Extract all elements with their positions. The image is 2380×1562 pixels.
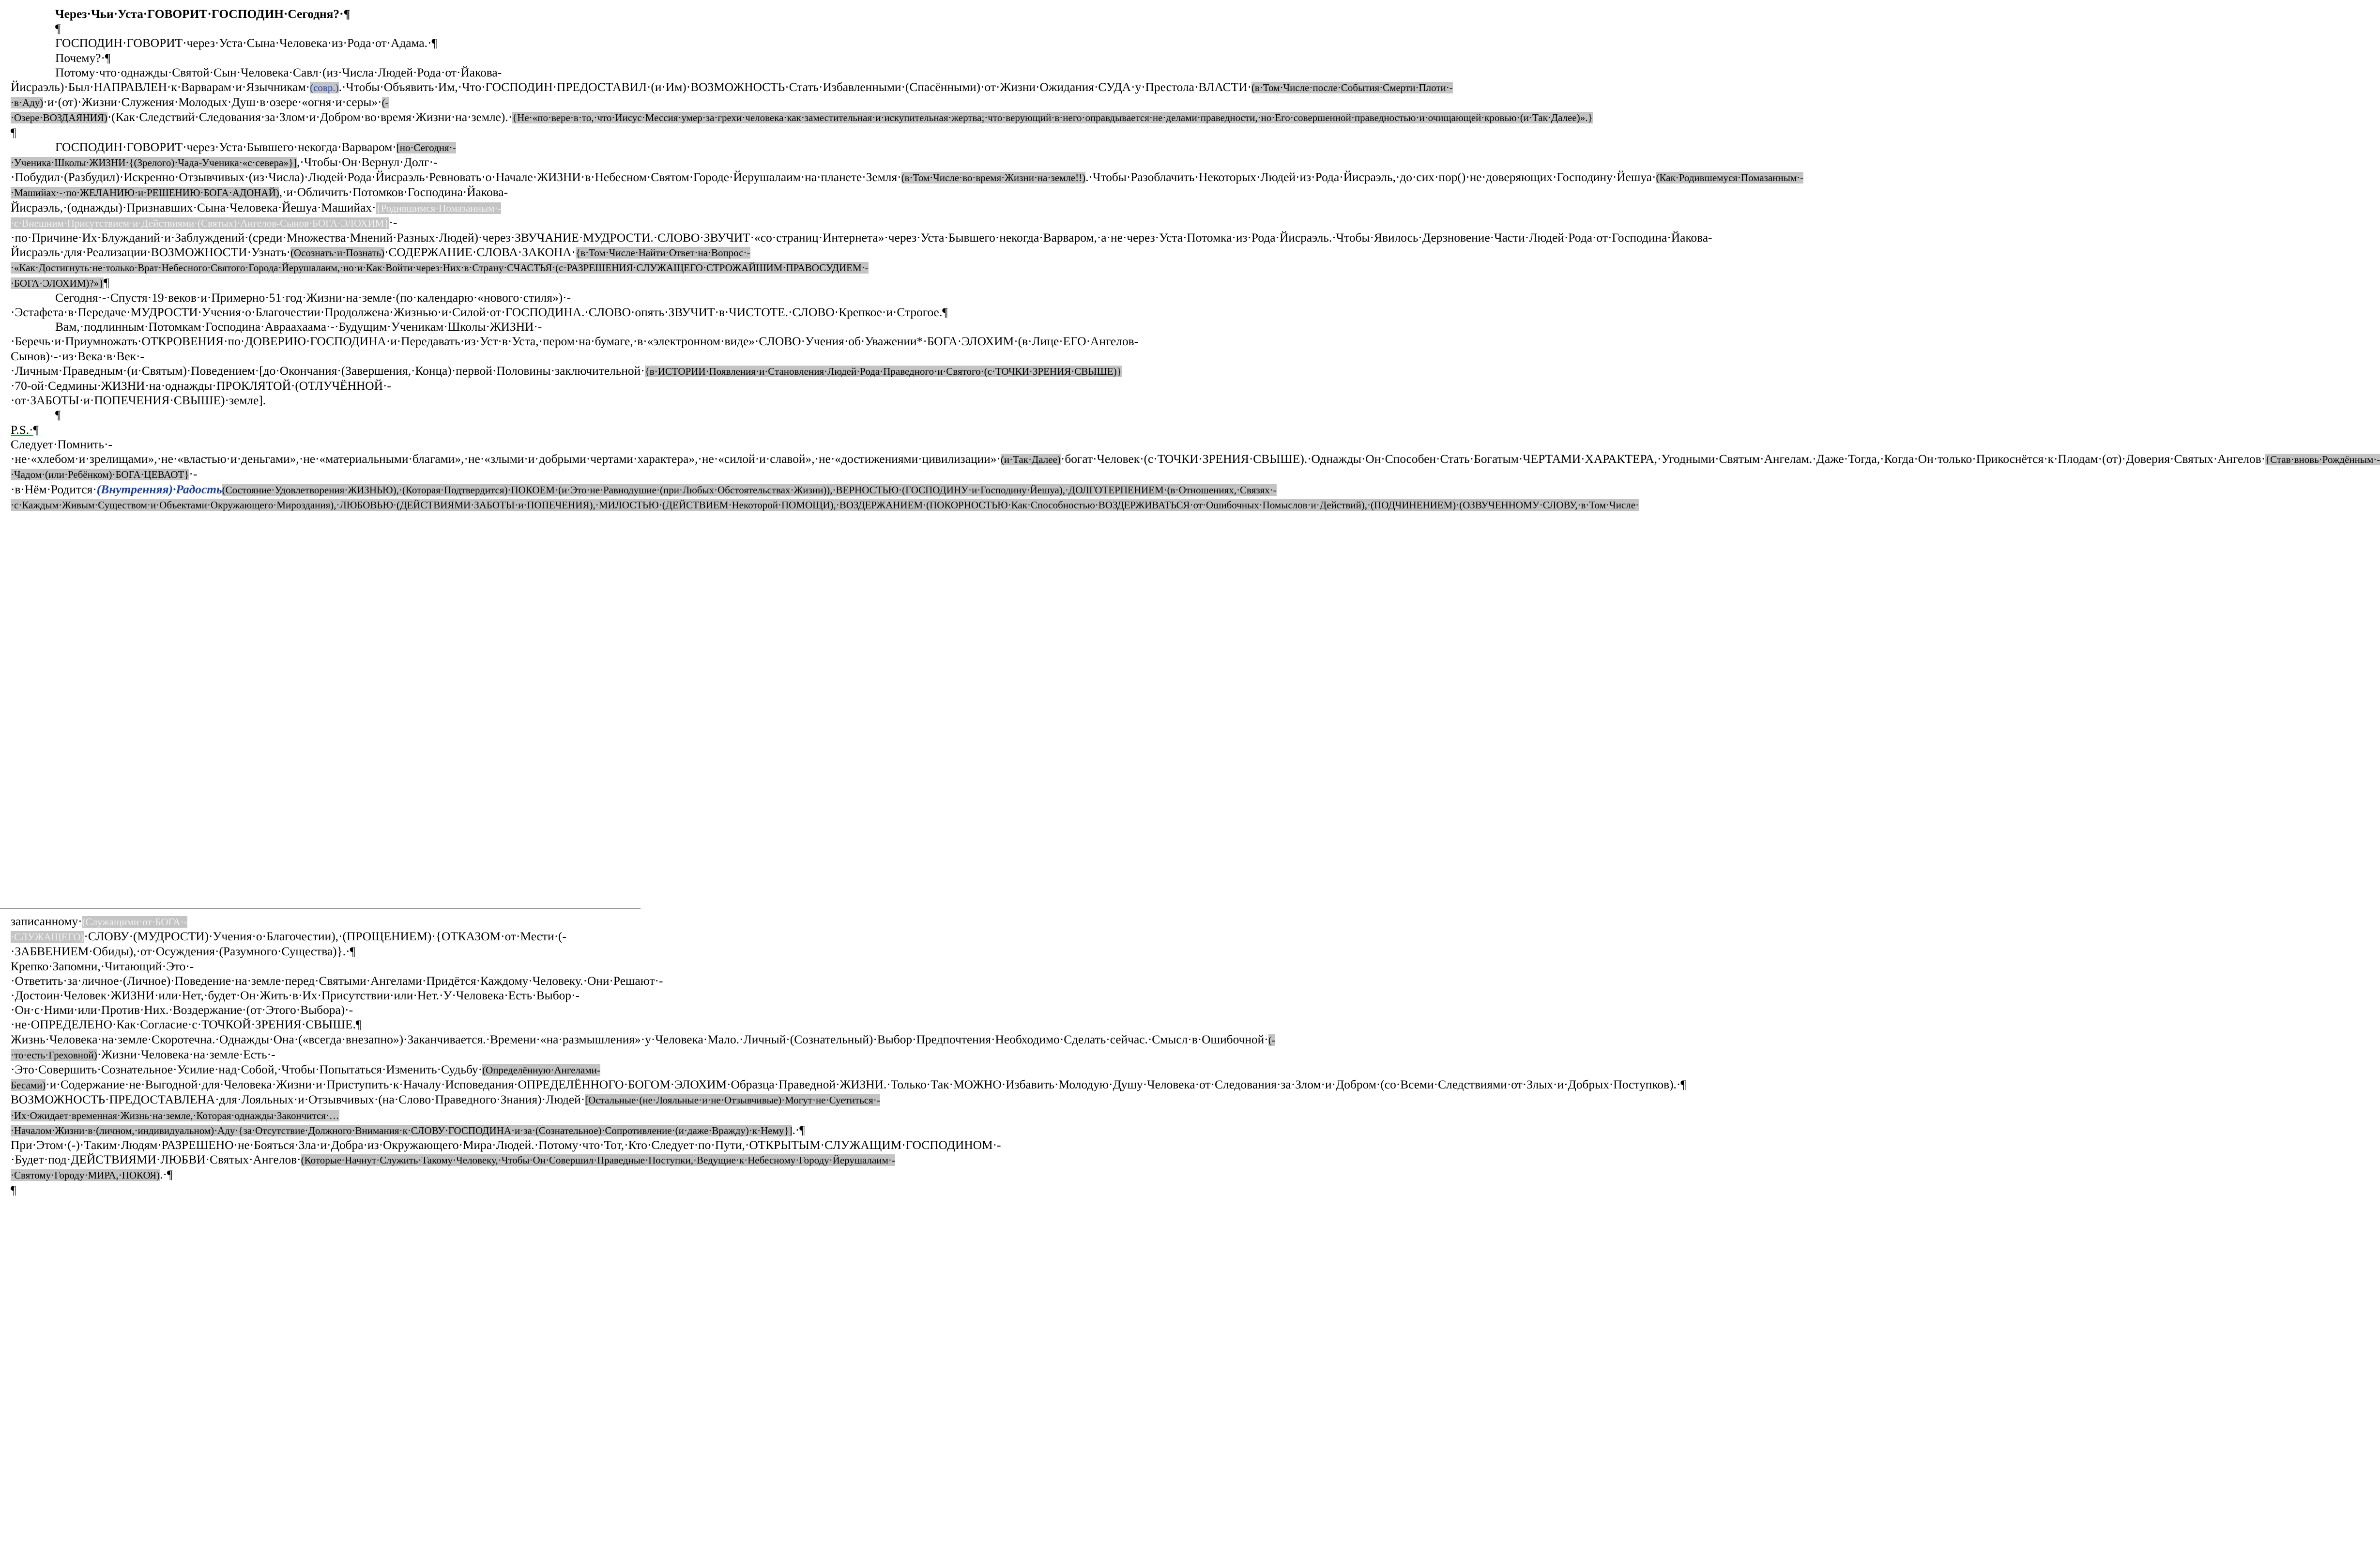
- highlight: {Родившимся·Помазанным·-·с·Внешним·Присутствием·и·Действиями·(Святых)·Ангелов-Сынов·БОГА·ЭЛОХИМ}: [11, 202, 502, 229]
- paragraph-4: Вам,·подлинным·Потомкам·Господина·Авраахаама·-·Будущим·Ученикам·Школы·ЖИЗНИ·-·Беречь·и·Приумножать·ОТКРОВЕНИЯ·по·ДОВЕРИЮ·ГОСПОДИНА·и·Передавать·из·Уст·в·Уста,·пером·на·бумаге,·в·«электронном·виде»·СЛОВО·Учения·об·Уважении*·БОГА·ЭЛОХИМ·(в·Лице·ЕГО·Ангелов-Сынов)·-·из·Века·в·Век·-·Личным·Праведным·(и·Святым)·Поведением·[до·Окончания·(Завершения,·Конца)·первой·Половины·заключительной·{в·ИСТОРИИ·Появления·и·Становления·Людей·Рода·Праведного·и·Святого·(с·ТОЧКИ·ЗРЕНИЯ·СВЫШЕ)}·70-ой·Седмины·ЖИЗНИ·на·однажды·ПРОКЛЯТОЙ·(ОТЛУЧЁННОЙ·-·от·ЗАБОТЫ·и·ПОПЕЧЕНИЯ·СВЫШЕ)·земле].: [11, 320, 1139, 408]
- highlight: (в·Том·Числе·после·События·Смерти·Плоти·-·в·Аду): [11, 82, 1453, 109]
- highlight: (Состояние·Удовлетворения·ЖИЗНЬЮ),·(Которая·Подтвердится)·ПОКОЕМ·(и·Это·не·Равнодушие·(при·Любых·Обстоятельствах·Жизни)),·ВЕРНОСТЬЮ·(ГОСПОДИНУ·и·Господину·Йешуа),·ДОЛГОТЕРПЕНИЕМ·(в·Отношениях,·Связях·-·с·Каждым·Живым·Существом·и·Объектами·Окружающего·Мироздания),·ЛЮБОВЬЮ·(ДЕЙСТВИЯМИ·ЗАБОТЫ·и·ПОПЕЧЕНИЯ),·МИЛОСТЬЮ·(ДЕЙСТВИЕМ·Некоторой·ПОМОЩИ),·ВОЗДЕРЖАНИЕМ·(ПОКОРНОСТЬЮ·Как·Способностью·ВОЗДЕРЖИВАТЬСЯ·от·Ошибочных·Помыслов·и·Действий),·(ПОДЧИНЕНИЕМ)·(ОЗВУЧЕННОМУ·СЛОВУ,·в·Том·Числе·: [11, 484, 1639, 511]
- highlight: (совр.): [310, 82, 339, 94]
- paragraph-3: Сегодня·-·Спустя·19·веков·и·Примерно·51·год·Жизни·на·земле·(по·календарю·«нового·стиля»)·-·Эстафета·в·Передаче·МУДРОСТИ·Учения·о·Благочестии·Продолжена·Жизнью·и·Силой·от·ГОСПОДИНА.·СЛОВО·опять·ЗВУЧИТ·в·ЧИСТОТЕ.·СЛОВО·Крепкое·и·Строгое.¶: [11, 291, 948, 320]
- document-page-2: [11, 914, 1686, 1197]
- highlight: {Став·вновь·Рождённым·-·Чадом·(или·Ребёнком)·БОГА·ЦЕВАОТ}: [11, 454, 2380, 481]
- postscript-label: P.S.·¶: [11, 423, 39, 437]
- highlight: [но·Сегодня·-·Ученика·Школы·ЖИЗНИ·{(Зрелого)·Чада-Ученика·«с·севера»}]: [11, 141, 456, 169]
- document-page-1: [11, 7, 2380, 512]
- highlight: {в·Том·Числе·Найти·Ответ·на·Вопрос·-·«Как·Достигнуть·не·только·Врат·Небесного·Святого·Города·Йерушалаим,·но·и·Как·Войти·через·Них·в·Страну·СЧАСТЬЯ·(с·РАЗРЕШЕНИЯ·СЛУЖАЩЕГО·СТРОЖАЙШИМ·ПРАВОСУДИЕМ·-·БОГА·ЭЛОХИМ)?»}: [11, 247, 869, 289]
- paragraph-5: Следует·Помнить·-·не·«хлебом·и·зрелищами»,·не·«властью·и·деньгами»,·не·«материальными·благами»,·не·«злыми·и·добрыми·чертами·характера»,·не·«силой·и·славой»,·не·«достижениями·цивилизации»·(и·Так·Далее)·богат·Человек·(с·ТОЧКИ·ЗРЕНИЯ·СВЫШЕ).·Однажды·Он·Способен·Стать·Богатым·ЧЕРТАМИ·ХАРАКТЕРА,·Угодными·Святым·Ангелам.·Даже·Тогда,·Когда·Он·только·Прикоснётся·к·Плодам·(от)·Доверия·Святых·Ангелов·{Став·вновь·Рождённым·-·Чадом·(или·Ребёнком)·БОГА·ЦЕВАОТ}·-·в·Нём·Родится·(Внутренняя)·Радость(Состояние·Удовлетворения·ЖИЗНЬЮ),·(Которая·Подтвердится)·ПОКОЕМ·(и·Это·не·Равнодушие·(при·Любых·Обстоятельствах·Жизни)),·ВЕРНОСТЬЮ·(ГОСПОДИНУ·и·Господину·Йешуа),·ДОЛГОТЕРПЕНИЕМ·(в·Отношениях,·Связях·-·с·Каждым·Живым·Существом·и·Объектами·Окружающего·Мироздания),·ЛЮБОВЬЮ·(ДЕЙСТВИЯМИ·ЗАБОТЫ·и·ПОПЕЧЕНИЯ),·МИЛОСТЬЮ·(ДЕЙСТВИЕМ·Некоторой·ПОМОЩИ),·ВОЗДЕРЖАНИЕМ·(ПОКОРНОСТЬЮ·Как·Способностью·ВОЗДЕРЖИВАТЬСЯ·от·Ошибочных·Помыслов·и·Действий),·(ПОДЧИНЕНИЕМ)·(ОЗВУЧЕННОМУ·СЛОВУ,·в·Том·Числе·: [11, 437, 2380, 511]
- paragraph-6: записанному·(Служащими·от·БОГА·-·СЛУЖАЩЕГО)·СЛОВУ·(МУДРОСТИ)·Учения·о·Благочестии),·(ПРОЩЕНИЕМ)·{ОТКАЗОМ·от·Мести·(-·ЗАБВЕНИЕМ·Обиды),·от·Осуждения·(Разумного·Существа)}.·¶: [11, 915, 566, 959]
- highlight: (Как·Родившемуся·Помазанным·-·Машийах·-·по·ЖЕЛАНИЮ·и·РЕШЕНИЮ·БОГА·АДОНАЙ): [11, 172, 1804, 199]
- highlight: (Осознать·и·Познать): [290, 247, 385, 259]
- empty-paragraph: ¶: [11, 1183, 16, 1197]
- highlight-blue: (Внутренняя)·Радость: [96, 482, 222, 496]
- paragraph-1: Потому·что·однажды·Святой·Сын·Человека·Савл·(из·Числа·Людей·Рода·от·Йакова-Йисраэль)·Был·НАПРАВЛЕН·к·Варварам·и·Язычникам·(совр.).·Чтобы·Объявить·Им,·Что·ГОСПОДИН·ПРЕДОСТАВИЛ·(и·Им)·ВОЗМОЖНОСТЬ·Стать·Избавленными·(Спасёнными)·от·Жизни·Ожидания·СУДА·у·Престола·ВЛАСТИ·(в·Том·Числе·после·События·Смерти·Плоти·-·в·Аду)·и·(от)·Жизни·Служения·Молодых·Душ·в·озере·«огня·и·серы»·(-·Озере·ВОЗДАЯНИЯ)·(Как·Следствий·Следования·за·Злом·и·Добром·во·время·Жизни·на·земле).·{Не·«по·вере·в·то,·что·Иисус·Мессия·умер·за·грехи·человека·как·заместительная·и·искупительная·жертва;·что·верующий·в·него·оправдывается·не·делами·праведности,·но·Его·совершенной·праведностью·и·очищающей·кровью·(и·Так·Далее)».}¶: [11, 65, 1593, 139]
- highlight: (в·Том·Числе·во·время·Жизни·на·земле!!): [901, 172, 1086, 184]
- paragraph-7: Крепко·Запомни,·Читающий·Это·-·Ответить·за·личное·(Личное)·Поведение·на·земле·перед·Святыми·Ангелами·Придётся·Каждому·Человеку.·Они·Решают·-·Достоин·Человек·ЖИЗНИ·или·Нет,·будет·Он·Жить·в·Их·Присутствии·или·Нет.·У·Человека·Есть·Выбор·-·Он·с·Ними·или·Против·Них.·Воздержание·(от·Этого·Выбора)·-·не·ОПРЕДЕЛЕНО·Как·Согласие·с·ТОЧКОЙ·ЗРЕНИЯ·СВЫШЕ.¶: [11, 959, 663, 1032]
- highlight: (-·Озере·ВОЗДАЯНИЯ): [11, 97, 389, 124]
- paragraph-9: ВОЗМОЖНОСТЬ·ПРЕДОСТАВЛЕНА·для·Лояльных·и·Отзывчивых·(на·Слово·Праведного·Знания)·Людей·[Остальные·(не·Лояльные·и·не·Отзывчивые)·Могут·не·Суетиться·-·Их·Ожидает·временная·Жизнь·на·земле,·Которая·однажды·Закончится·…·Началом·Жизни·в·(личном,·индивидуальном)·Аду·{за·Отсутствие·Должного·Внимания·к·СЛОВУ·ГОСПОДИНА·и·за·(Сознательное)·Сопротивление·(и·даже·Вражду)·к·Нему}].·¶: [11, 1093, 880, 1137]
- empty-paragraph: ¶: [55, 22, 61, 36]
- paragraph-2: ГОСПОДИН·ГОВОРИТ·через·Уста·Бывшего·некогда·Варваром·[но·Сегодня·-·Ученика·Школы·ЖИЗНИ·{(Зрелого)·Чада-Ученика·«с·севера»}],·Чтобы·Он·Вернул·Долг·-·Побудил·(Разбудил)·Искренно·Отзывчивых·(из·Числа)·Людей·Рода·Йисраэль·Ревновать·о·Начале·ЖИЗНИ·в·Небесном·Святом·Городе·Йерушалаим·на·планете·Земля·(в·Том·Числе·во·время·Жизни·на·земле!!).·Чтобы·Разоблачить·Некоторых·Людей·из·Рода·Йисраэль,·до·сих·пор()·не·доверяющих·Господину·Йешуа·(Как·Родившемуся·Помазанным·-·Машийах·-·по·ЖЕЛАНИЮ·и·РЕШЕНИЮ·БОГА·АДОНАЙ),·и·Обличить·Потомков·Господина·Йакова-Йисраэль,·(однажды)·Признавших·Сына·Человека·Йешуа·Машийах·{Родившимся·Помазанным·-·с·Внешним·Присутствием·и·Действиями·(Святых)·Ангелов-Сынов·БОГА·ЭЛОХИМ}·-·по·Причине·Их·Блужданий·и·Заблуждений·(среди·Множества·Мнений·Разных·Людей)·через·ЗВУЧАНИЕ·МУДРОСТИ.·СЛОВО·ЗВУЧИТ·«со·страниц·Интернета»·через·Уста·Бывшего·некогда·Варваром,·а·не·через·Уста·Потомка·из·Рода·Йисраэль.·Чтобы·Явилось·Дерзновение·Части·Людей·Рода·от·Господина·Йакова-Йисраэль·для·Реализации·ВОЗМОЖНОСТИ·Узнать·(Осознать·и·Познать)·СОДЕРЖАНИЕ·СЛОВА·ЗАКОНА·{в·Том·Числе·Найти·Ответ·на·Вопрос·-·«Как·Достигнуть·не·только·Врат·Небесного·Святого·Города·Йерушалаим,·но·и·Как·Войти·через·Них·в·Страну·СЧАСТЬЯ·(с·РАЗРЕШЕНИЯ·СЛУЖАЩЕГО·СТРОЖАЙШИМ·ПРАВОСУДИЕМ·-·БОГА·ЭЛОХИМ)?»}¶: [11, 140, 1804, 290]
- highlight: (Которые·Начнут·Служить·Такому·Человеку,·Чтобы·Он·Совершил·Праведные·Поступки,·Ведущие·к·Небесному·Городу·Йерушалаим·-·Святому·Городу·МИРА,·ПОКОЯ): [11, 1154, 895, 1181]
- page-break: [0, 908, 641, 909]
- highlight: {в·ИСТОРИИ·Появления·и·Становления·Людей·Рода·Праведного·и·Святого·(с·ТОЧКИ·ЗРЕНИЯ·СВЫШЕ)}: [644, 365, 1122, 377]
- highlight: (и·Так·Далее): [1000, 454, 1061, 466]
- paragraph-10: При·Этом·(-)·Таким·Людям·РАЗРЕШЕНО·не·Бояться·Зла·и·Добра·из·Окружающего·Мира·Людей.·Потому·что·Тот,·Кто·Следует·по·Пути,·ОТКРЫТЫМ·СЛУЖАЩИМ·ГОСПОДИНОМ·-·Будет·под·ДЕЙСТВИЯМИ·ЛЮБВИ·Святых·Ангелов·(Которые·Начнут·Служить·Такому·Человеку,·Чтобы·Он·Совершил·Праведные·Поступки,·Ведущие·к·Небесному·Городу·Йерушалаим·-·Святому·Городу·МИРА,·ПОКОЯ).·¶: [11, 1138, 1001, 1182]
- highlight: (Определённую·Ангелами-Бесами): [11, 1064, 600, 1091]
- why-paragraph: Почему?·¶: [55, 51, 111, 65]
- intro-paragraph: ГОСПОДИН·ГОВОРИТ·через·Уста·Сына·Человека·из·Рода·от·Адама.·¶: [55, 36, 438, 50]
- highlight: {Не·«по·вере·в·то,·что·Иисус·Мессия·умер·за·грехи·человека·как·заместительная·и·искупительная·жертва;·что·верующий·в·него·оправдывается·не·делами·праведности,·но·Его·совершенной·праведностью·и·очищающей·кровью·(и·Так·Далее)».}: [512, 112, 1593, 124]
- empty-paragraph: ¶: [55, 408, 61, 422]
- document-title: Через·Чьи·Уста·ГОВОРИТ·ГОСПОДИН·Сегодня?·¶: [55, 7, 351, 21]
- highlight: (Служащими·от·БОГА·-·СЛУЖАЩЕГО): [11, 916, 187, 943]
- paragraph-8: Жизнь·Человека·на·земле·Скоротечна.·Однажды·Она·(«всегда·внезапно»)·Заканчивается.·Времени·«на·размышления»·у·Человека·Мало.·Личный·(Сознательный)·Выбор·Предпочтения·Необходимо·Сделать·сейчас.·Смысл·в·Ошибочной·(-·то·есть·Греховной)·Жизни·Человека·на·земле·Есть·-·Это·Совершить·Сознательное·Усилие·над·Собой,·Чтобы·Попытаться·Изменить·Судьбу·(Определённую·Ангелами-Бесами)·и·Содержание·не·Выгодной·для·Человека·Жизни·и·Приступить·к·Началу·Исповедания·ОПРЕДЕЛЁННОГО·БОГОМ·ЭЛОХИМ·Образца·Праведной·ЖИЗНИ.·Только·Так·МОЖНО·Избавить·Молодую·Душу·Человека·от·Следования·за·Злом·и·Добром·(со·Всеми·Следствиями·от·Злых·и·Добрых·Поступков).·¶: [11, 1032, 1686, 1092]
- highlight: (-·то·есть·Греховной): [11, 1034, 1275, 1061]
- highlight: [Остальные·(не·Лояльные·и·не·Отзывчивые)·Могут·не·Суетиться·-·Их·Ожидает·временная·Жизнь·на·земле,·Которая·однажды·Закончится·…·Началом·Жизни·в·(личном,·индивидуальном)·Аду·{за·Отсутствие·Должного·Внимания·к·СЛОВУ·ГОСПОДИНА·и·за·(Сознательное)·Сопротивление·(и·даже·Вражду)·к·Нему}]: [11, 1094, 880, 1136]
